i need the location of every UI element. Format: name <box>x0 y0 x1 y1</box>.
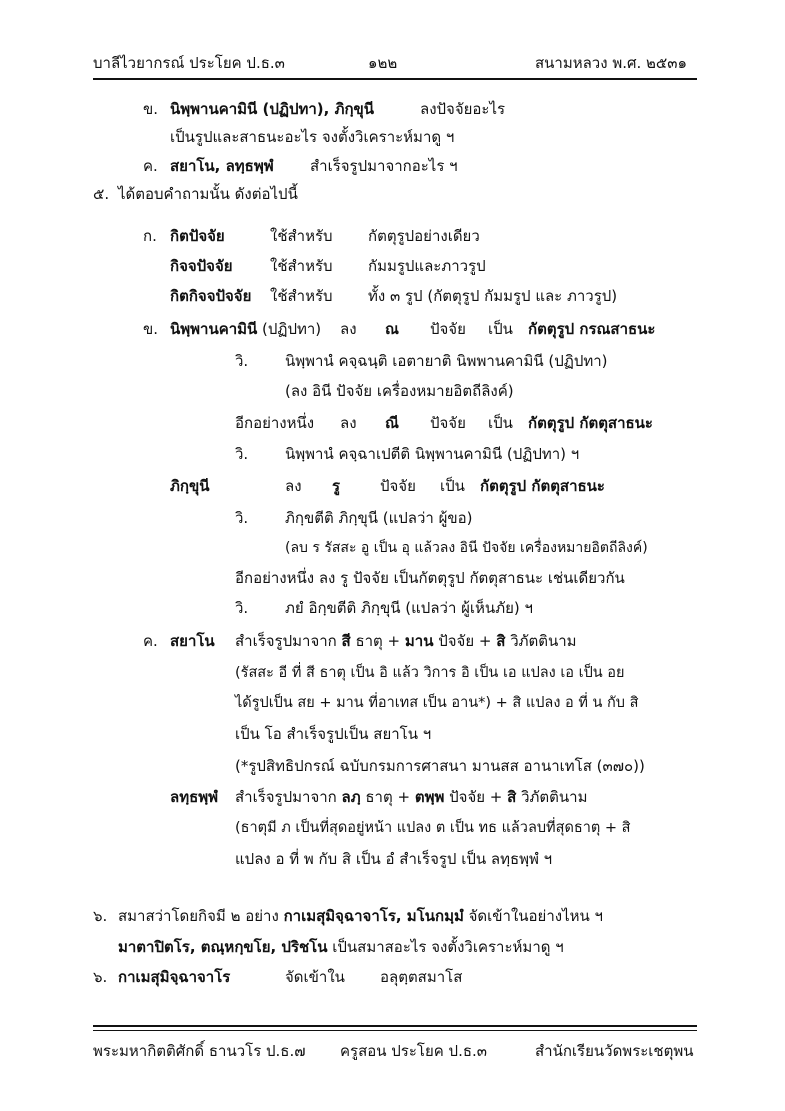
q4-kha-label: ข. <box>143 100 159 118</box>
a5-bhikkhuni: ภิกฺขุนี <box>170 477 210 495</box>
a5-wi1-label: วิ. <box>235 352 249 370</box>
a5-intro: ได้ตอบคำถามนั้น ดังต่อไปนี้ <box>118 185 298 203</box>
a5-kho-m2: (ธาตุมี ภ เป็นที่สุดอยู่หน้า แปลง ต เป็น ทธ แล้วลบที่สุดธาตุ + สิ <box>235 820 631 836</box>
header-rule <box>93 78 697 80</box>
a5-row-desc: กัมมรูปและภาวรูป <box>368 257 486 275</box>
a5-kho-m3: แปลง อ ที่ พ กับ สิ เป็น อํ สำเร็จรูป เป็น ลทฺธพฺพํ ฯ <box>235 850 553 868</box>
a5-alt-suffix: ณี <box>385 414 399 432</box>
footer-center: ครูสอน ประโยค ป.ธ.๓ <box>340 1042 488 1060</box>
a5-kho-l2: (รัสสะ อี ที่ สี ธาตุ เป็น อิ แล้ว วิการ อิ เป็น เอ แปลง เอ เป็น อย <box>235 665 625 681</box>
a5-kha-word: นิพฺพานคามินี <box>170 320 258 338</box>
m1-vibhatti: สิ <box>507 788 517 806</box>
a5-alt-pen: เป็น <box>488 414 513 432</box>
a5-row-desc: ทั้ง ๓ รูป (กัตตุรูป กัมมรูป และ ภาวรูป) <box>368 287 618 305</box>
m1-dhatu: ธาตุ + <box>365 788 411 806</box>
q6-part-b: กาเมสุมิจฺฉาจาโร, มโนกมฺมํ <box>283 907 464 925</box>
a6-number: ๖. <box>93 968 108 986</box>
a5-kha-suffix: ณ <box>385 320 399 338</box>
page-number: ๑๒๒ <box>368 54 398 72</box>
m1-paccaya: ปัจจัย + <box>449 788 503 806</box>
header-left: บาลีไวยากรณ์ ประโยค ป.ธ.๓ <box>93 54 285 72</box>
a5-bhik-suffix: รู <box>332 477 341 495</box>
a6-value: อลุตฺตสมาโส <box>380 968 463 986</box>
a5-row-term: กิตปัจจัย <box>170 227 225 245</box>
l1-dhatu: ธาตุ + <box>355 632 401 650</box>
q6-a <box>118 905 603 927</box>
a5-wi1: นิพฺพานํ คจฺฉนฺติ เอตายาติ นิพพานคามินี (ปฏิปทา) <box>285 352 608 370</box>
l1-vibhatti-nam: วิภัตตินาม <box>510 632 577 650</box>
l1-text: สำเร็จรูปมาจาก <box>235 632 337 650</box>
a5-row-used: ใช้สำหรับ <box>270 227 333 245</box>
q6-part-d: มาตาปิตโร, ตณฺหกฺขโย, ปริชโน <box>118 938 328 956</box>
footer-rule-bottom <box>93 1030 697 1031</box>
a6-mid: จัดเข้าใน <box>285 968 345 986</box>
q4-kha-words: นิพฺพานคามินี (ปฏิปทา), ภิกฺขุนี <box>170 100 375 118</box>
q6-part-a: สมาสว่าโดยกิจมี ๒ อย่าง <box>118 907 279 925</box>
a5-wi3: ภิกฺขตีติ ภิกฺขุนี (แปลว่า ผู้ขอ) <box>285 509 473 527</box>
a5-wi3-note: (ลบ ร รัสสะ อู เป็น อุ แล้วลง อินี ปัจจัย เครื่องหมายอิตถีลิงค์) <box>285 540 648 556</box>
a5-wi2-label: วิ. <box>235 445 249 463</box>
a5-kho-word2: ลทฺธพฺพํ <box>170 788 219 806</box>
a5-alt-pc: ปัจจัย <box>430 414 466 432</box>
m1-text: สำเร็จรูปมาจาก <box>235 788 337 806</box>
footer-rule-top <box>93 1025 697 1027</box>
a5-row-desc: กัตตุรูปอย่างเดียว <box>368 227 480 245</box>
a5-wi1-note: (ลง อินี ปัจจัย เครื่องหมายอิตถีลิงค์) <box>285 382 514 400</box>
header-right: สนามหลวง พ.ศ. ๒๕๓๑ <box>535 54 688 72</box>
m1-root: ลภฺ <box>341 788 361 806</box>
a5-kho-l3: ได้รูปเป็น สย + มาน ที่อาเทส เป็น อาน*) + สิ แปลง อ ที่ น กับ สิ <box>235 695 639 711</box>
a5-bhik-form: กัตตุรูป กัตตุสาธนะ <box>480 477 605 495</box>
a6-term: กาเมสุมิจฺฉาจาโร <box>118 968 231 986</box>
a5-bhik-long: ลง <box>285 477 302 495</box>
q4-kho-words: สยาโน, ลทฺธพฺพํ <box>170 157 274 175</box>
a5-kho-l4: เป็น โอ สำเร็จรูปเป็น สยาโน ฯ <box>235 725 432 743</box>
q4-kho-tail: สำเร็จรูปมาจากอะไร ฯ <box>310 157 458 175</box>
a5-row-term: กิจจปัจจัย <box>170 257 233 275</box>
a5-kha-pc: ปัจจัย <box>430 320 466 338</box>
a5-kho-label: ค. <box>143 632 158 650</box>
q4-kha-line2: เป็นรูปและสาธนะอะไร จงตั้งวิเคราะห์มาดู ฯ <box>170 128 455 146</box>
l1-root: สี <box>341 632 351 650</box>
q6-number: ๖. <box>93 907 108 925</box>
a5-number: ๕. <box>93 185 110 203</box>
a5-kho-word: สยาโน <box>170 632 215 650</box>
l1-suffix: มาน <box>404 632 434 650</box>
a5-alt: อีกอย่างหนึ่ง <box>235 414 315 432</box>
q4-kha-tail: ลงปัจจัยอะไร <box>420 100 506 118</box>
a5-row-term: กิตกิจจปัจจัย <box>170 287 252 305</box>
a5-kha-long: ลง <box>340 320 357 338</box>
q4-kho-label: ค. <box>143 157 158 175</box>
a5-kho-m1 <box>235 786 587 808</box>
a5-alt-form: กัตตุรูป กัตตุสาธนะ <box>528 414 653 432</box>
q6-part-c: จัดเข้าในอย่างไหน ฯ <box>468 907 603 925</box>
q6-line2 <box>118 936 564 958</box>
a5-kho-l5: (*รูปสิทธิปกรณ์ ฉบับกรมการศาสนา มานสส อานาเทโส (๓๗๐)) <box>235 757 645 775</box>
a5-bhik-pen: เป็น <box>440 477 465 495</box>
l1-vibhatti: สิ <box>496 632 506 650</box>
a5-alt2: อีกอย่างหนึ่ง ลง รู ปัจจัย เป็นกัตตุรูป กัตตุสาธนะ เช่นเดียวกัน <box>235 569 625 587</box>
a5-kha-word-tail: (ปฏิปทา) <box>262 320 322 338</box>
a5-row-used: ใช้สำหรับ <box>270 257 333 275</box>
a5-kha-pen: เป็น <box>488 320 513 338</box>
a5-wi4: ภยํ อิกฺขตีติ ภิกฺขุนี (แปลว่า ผู้เห็นภัย) ฯ <box>285 599 533 617</box>
m1-suffix: ตพฺพ <box>414 788 445 806</box>
a5-bhik-pc: ปัจจัย <box>380 477 416 495</box>
footer-right: สำนักเรียนวัดพระเชตุพน <box>535 1042 694 1060</box>
a5-kha-label: ข. <box>143 320 159 338</box>
l1-paccaya: ปัจจัย + <box>438 632 492 650</box>
a5-row-used: ใช้สำหรับ <box>270 287 333 305</box>
a5-kha-form: กัตตุรูป กรณสาธนะ <box>528 320 656 338</box>
footer-left: พระมหากิตติศักดิ์ ธานวโร ป.ธ.๗ <box>93 1042 306 1060</box>
a5-wi2: นิพฺพานํ คจฺฉาเปตีติ นิพฺพานคามินี (ปฏิปทา) ฯ <box>285 445 580 463</box>
m1-vibhatti-nam: วิภัตตินาม <box>521 788 588 806</box>
a5-ka-label: ก. <box>143 227 157 245</box>
a5-kho-l1 <box>235 630 577 652</box>
a5-alt-long: ลง <box>340 414 357 432</box>
q6-part-e: เป็นสมาสอะไร จงตั้งวิเคราะห์มาดู ฯ <box>332 938 564 956</box>
a5-wi3-label: วิ. <box>235 509 249 527</box>
a5-wi4-label: วิ. <box>235 599 249 617</box>
